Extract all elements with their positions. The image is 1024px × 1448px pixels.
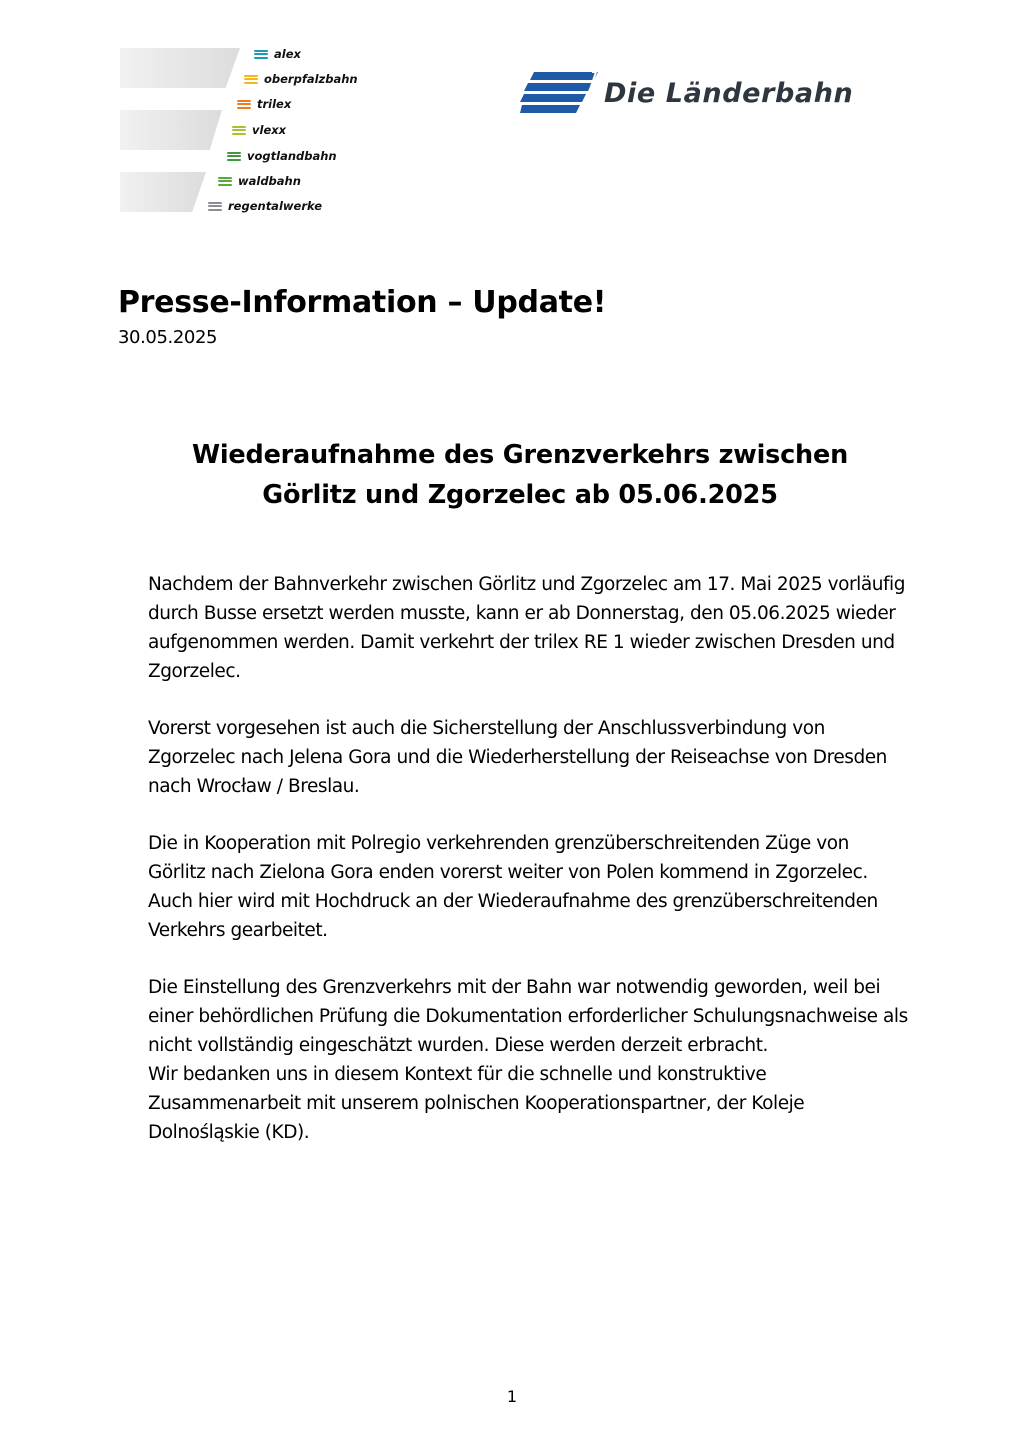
press-body	[148, 570, 938, 1147]
brand-mark-icon	[227, 152, 241, 161]
brand-name: vlexx	[252, 123, 287, 137]
text-line: Die in Kooperation mit Polregio verkehrenden grenzüberschreitenden Züge von	[148, 833, 849, 854]
brand-name: vogtlandbahn	[247, 149, 337, 163]
laenderbahn-wordmark: Die Länderbahn	[604, 78, 854, 109]
headline-line-2: Görlitz und Zgorzelec ab 05.06.2025	[262, 480, 778, 510]
brand-name: regentalwerke	[228, 199, 323, 213]
laenderbahn-mark-icon	[520, 70, 598, 116]
paragraph-4	[148, 973, 938, 1147]
text-line: Die Einstellung des Grenzverkehrs mit der Bahn war notwendig geworden, weil bei	[148, 977, 881, 998]
brand-name: alex	[274, 47, 301, 61]
brand-regentalwerke	[208, 198, 322, 214]
text-line: nach Wrocław / Breslau.	[148, 776, 360, 797]
text-line: Dolnośląskie (KD).	[148, 1122, 310, 1143]
text-line: Verkehrs gearbeitet.	[148, 920, 328, 941]
text-line: Zgorzelec nach Jelena Gora und die Wiederherstellung der Reiseachse von Dresden	[148, 747, 887, 768]
brand-mark-icon	[237, 100, 251, 109]
text-line: aufgenommen werden. Damit verkehrt der trilex RE 1 wieder zwischen Dresden und	[148, 632, 895, 653]
text-line: Görlitz nach Zielona Gora enden vorerst weiter von Polen kommend in Zgorzelec.	[148, 862, 868, 883]
decorative-stripe	[120, 110, 222, 150]
brand-name: waldbahn	[238, 174, 301, 188]
text-line: Zgorzelec.	[148, 661, 241, 682]
brand-trilex	[237, 96, 291, 112]
brand-vlexx	[232, 122, 286, 138]
page-number: 1	[506, 1387, 518, 1406]
brand-name: oberpfalzbahn	[264, 72, 358, 86]
brand-mark-icon	[232, 126, 246, 135]
text-line: durch Busse ersetzt werden musste, kann er ab Donnerstag, den 05.06.2025 wieder	[148, 603, 896, 624]
brand-logos	[120, 44, 390, 216]
brand-alex	[254, 46, 301, 62]
brand-oberpfalzbahn	[244, 71, 358, 87]
paragraph-3	[148, 829, 938, 945]
page-title: Presse-Information – Update!	[118, 285, 607, 320]
paragraph-1	[148, 570, 938, 686]
brand-waldbahn	[218, 173, 301, 189]
text-line: Wir bedanken uns in diesem Kontext für die schnelle und konstruktive	[148, 1064, 767, 1085]
decorative-stripe	[120, 48, 240, 88]
text-line: Nachdem der Bahnverkehr zwischen Görlitz und Zgorzelec am 17. Mai 2025 vorläufig	[148, 574, 906, 595]
brand-mark-icon	[218, 177, 232, 186]
text-line: Vorerst vorgesehen ist auch die Sicherstellung der Anschlussverbindung von	[148, 718, 825, 739]
brand-name: trilex	[257, 97, 292, 111]
brand-mark-icon	[244, 75, 258, 84]
decorative-stripe	[120, 172, 206, 212]
brand-mark-icon	[254, 50, 268, 59]
text-line: Auch hier wird mit Hochdruck an der Wiederaufnahme des grenzüberschreitenden	[148, 891, 878, 912]
text-line: Zusammenarbeit mit unserem polnischen Kooperationspartner, der Koleje	[148, 1093, 805, 1114]
brand-mark-icon	[208, 202, 222, 211]
text-line: nicht vollständig eingeschätzt wurden. Diese werden derzeit erbracht.	[148, 1035, 768, 1056]
headline-line-1: Wiederaufnahme des Grenzverkehrs zwischen	[191, 440, 849, 470]
brand-vogtlandbahn	[227, 148, 337, 164]
paragraph-2	[148, 714, 938, 801]
press-date: 30.05.2025	[118, 327, 218, 348]
laenderbahn-logo	[520, 70, 930, 118]
text-line: einer behördlichen Prüfung die Dokumentation erforderlicher Schulungsnachweise als	[148, 1006, 908, 1027]
